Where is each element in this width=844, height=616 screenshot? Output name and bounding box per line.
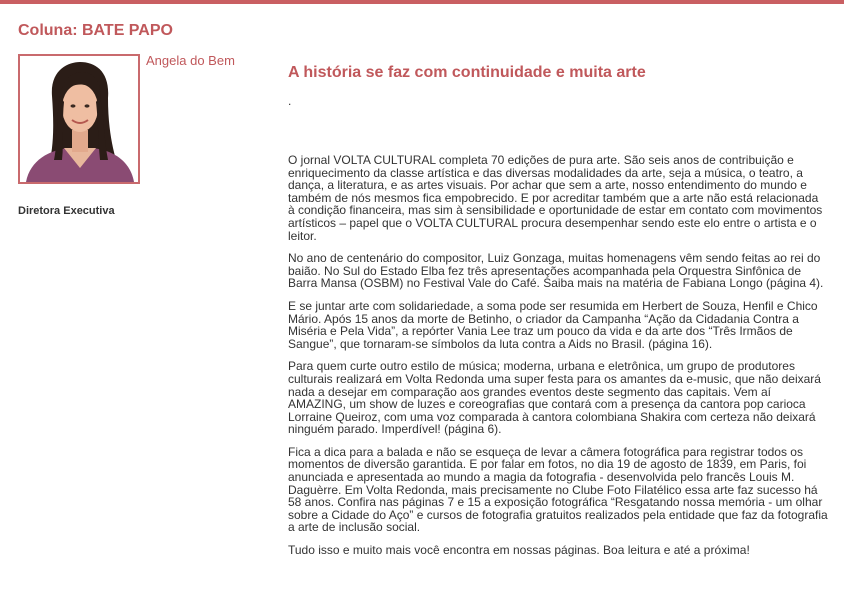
- article-body: [288, 154, 828, 567]
- column-title: Coluna: BATE PAPO: [18, 22, 173, 39]
- article-paragraph-3: E se juntar arte com solidariedade, a soma pode ser resumida em Herbert de Souza, Henfil e Chico Mário. Após 15 anos da morte de Betinho, o criador da Campanha “Ação da Cidadania Contra a Miséria e Pela Vida”, a repórter Vania Lee traz um pouco da vida e da arte dos “Três Irmãos de Sangue”, que tornaram-se símbolos da luta contra a Aids no Brasil. (página 16).: [288, 298, 818, 351]
- top-accent-bar: [0, 0, 844, 4]
- article-paragraph-5: Fica a dica para a balada e não se esqueça de levar a câmera fotográfica para registrar todos os momentos de diversão garantida. E por falar em fotos, no dia 19 de agosto de 1839, em Paris, foi anunciada e apresentada ao mundo a magia da fotografia - desenvolvida pelo francês Louis M. Daguèrre. Em Volta Redonda, mais precisamente no Clube Foto Filatélico essa arte faz sucesso há 58 anos. Confira nas páginas 7 e 15 a exposição fotográfica “Resgatando nossa memória - um olhar sobre a Cidade do Aço” e cursos de fotografia gratuitos realizados pela entidade que faz da fotografia a arte de inclusão social.: [288, 444, 828, 535]
- article-paragraph-6: Tudo isso e muito mais você encontra em nossas páginas. Boa leitura e até a próxima!: [288, 543, 750, 558]
- author-portrait-image: [20, 56, 138, 182]
- article-paragraph-4: Para quem curte outro estilo de música; moderna, urbana e eletrônica, um grupo de produtores culturais realizará em Volta Redonda uma super festa para os amantes da e-music, que não deixará nada a desejar em comparação aos grandes eventos deste segmento das capitais. Vem aí AMAZING, um show de luzes e coreografias que contará com a presença da cantora pop carioca Lorraine Queiroz, com uma voz comparada à cantora colombiana Shakira com certeza não deixará ninguém parado. Imperdível! (página 6).: [288, 359, 821, 437]
- author-photo: [18, 54, 140, 184]
- author-role: Diretora Executiva: [18, 205, 115, 217]
- author-name: Angela do Bem: [146, 53, 235, 68]
- article-paragraph-1: O jornal VOLTA CULTURAL completa 70 edições de pura arte. São seis anos de contribuição e enriquecimento da classe artística e das diversas modalidades da arte, seja a música, o teatro, a dança, a literatura, e as artes visuais. Por achar que sem a arte, nosso entendimento do mundo e também de nós mesmos fica empobrecido. E por acreditar também que a arte não está relacionada à condição financeira, mas sim à sensibilidade e oportunidade de estar em contato com movimentos artísticos – papel que o VOLTA CULTURAL procura desempenhar sendo este elo entre o artista e o leitor.: [288, 153, 823, 243]
- article-headline: A história se faz com continuidade e muita arte: [288, 64, 646, 81]
- article-paragraph-2: No ano de centenário do compositor, Luiz Gonzaga, muitas homenagens vêm sendo feitas ao rei do baião. No Sul do Estado Elba fez três apresentações acompanhada pela Orquestra Sinfônica de Barra Mansa (OSBM) no Festival Vale do Café. Saiba mais na matéria de Fabiana Longo (página 4).: [288, 251, 824, 291]
- article-dot: .: [288, 94, 292, 108]
